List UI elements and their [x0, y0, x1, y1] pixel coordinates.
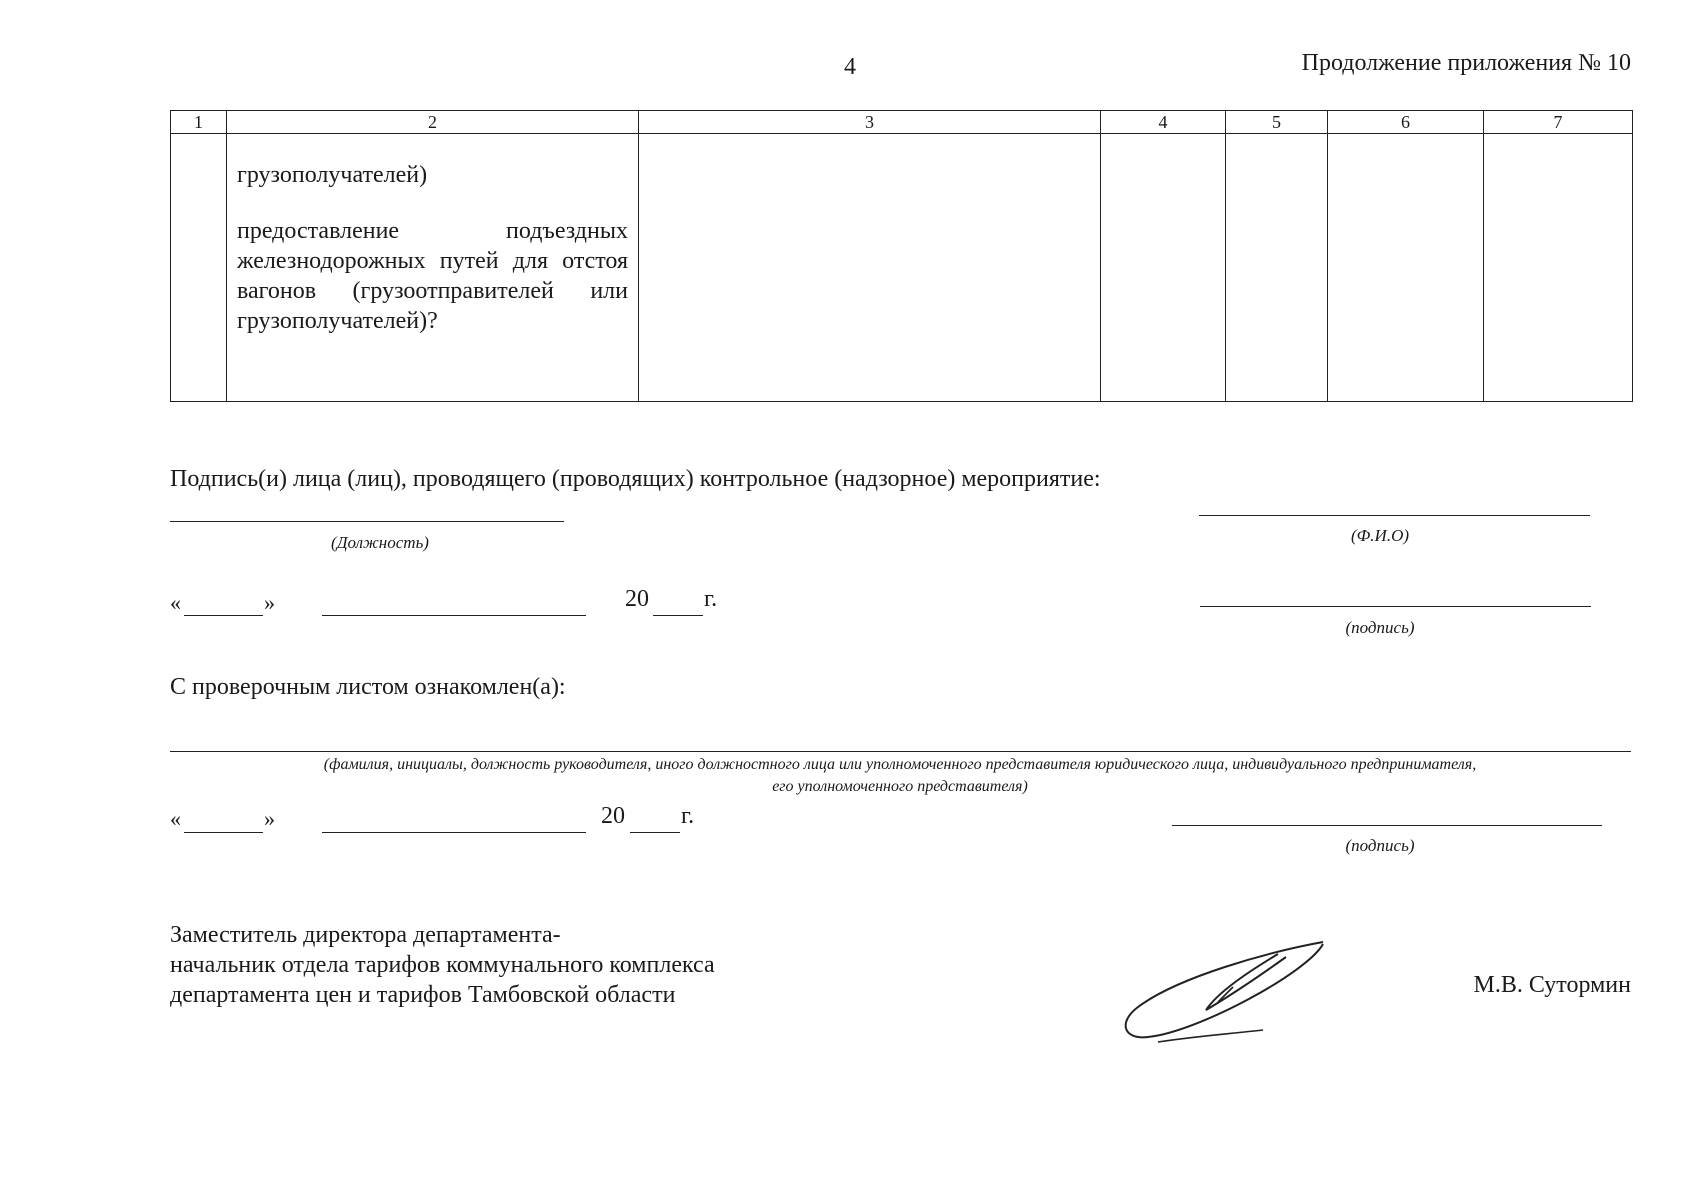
column-header-5: 5: [1226, 111, 1328, 134]
cell-col5: [1226, 134, 1328, 402]
cell-number: [171, 134, 227, 402]
signer-title: [170, 920, 715, 1010]
signer-name: М.В. Сутормин: [1473, 972, 1631, 998]
acquaintance-caption-line-1: (фамилия, инициалы, должность руководителя, иного должностного лица или уполномоченного представителя юридического лица, индивидуального предпринимателя,: [323, 756, 1477, 773]
month-line: [322, 615, 586, 616]
year-line: [653, 615, 703, 616]
inspector-signature-line: [1200, 606, 1591, 607]
acq-day-line: [184, 832, 263, 833]
day-line: [184, 615, 263, 616]
year-prefix: 20: [625, 586, 649, 612]
acq-signature-caption: (подпись): [1345, 836, 1415, 855]
acquaintance-caption-line-2: его уполномоченного представителя): [772, 778, 1028, 795]
fio-line: [1199, 515, 1590, 516]
question-continuation: грузополучателей): [237, 162, 428, 188]
column-header-1: 1: [171, 111, 227, 134]
position-caption: (Должность): [331, 533, 429, 552]
date-open-quote: «: [170, 590, 181, 615]
column-header-3: 3: [639, 111, 1101, 134]
column-header-4: 4: [1101, 111, 1226, 134]
column-header-2: 2: [227, 111, 639, 134]
acq-year-suffix: г.: [681, 803, 695, 829]
acq-month-line: [322, 832, 586, 833]
fio-caption: (Ф.И.О): [1350, 526, 1410, 545]
acq-year-prefix: 20: [601, 803, 625, 829]
cell-col4: [1101, 134, 1226, 402]
signer-title-line-1: Заместитель директора департамента-: [170, 922, 561, 948]
handwritten-signature: [1118, 932, 1348, 1047]
signer-title-line-3: департамента цен и тарифов Тамбовской области: [170, 982, 676, 1008]
acquaintance-caption: [160, 754, 1640, 798]
table-row: [171, 134, 1633, 402]
inspector-signature-caption: (подпись): [1345, 618, 1415, 637]
cell-col7: [1484, 134, 1633, 402]
page-number: 4: [844, 54, 856, 80]
appendix-continuation-header: Продолжение приложения № 10: [1301, 50, 1631, 76]
acquaintance-heading: С проверочным листом ознакомлен(а):: [170, 674, 566, 700]
table-header-row: [171, 111, 1633, 134]
acq-date-open-quote: «: [170, 806, 181, 831]
inspector-signature-heading: Подпись(и) лица (лиц), проводящего (проводящих) контрольное (надзорное) мероприятие:: [170, 466, 1101, 492]
cell-question: [227, 134, 639, 402]
acq-year-line: [630, 832, 680, 833]
column-header-6: 6: [1328, 111, 1484, 134]
question-text: предоставление подъездных железнодорожных путей для отстоя вагонов (грузоотправителей или грузополучателей)?: [237, 218, 628, 334]
acquaintance-line: [170, 751, 1631, 752]
cell-col6: [1328, 134, 1484, 402]
position-line: [170, 521, 564, 522]
acq-date-close-quote: »: [264, 806, 275, 831]
checklist-table: [170, 110, 1633, 402]
cell-col3: [639, 134, 1101, 402]
signer-title-line-2: начальник отдела тарифов коммунального комплекса: [170, 952, 715, 978]
acq-signature-line: [1172, 825, 1602, 826]
column-header-7: 7: [1484, 111, 1633, 134]
year-suffix: г.: [704, 586, 718, 612]
date-close-quote: »: [264, 590, 275, 615]
